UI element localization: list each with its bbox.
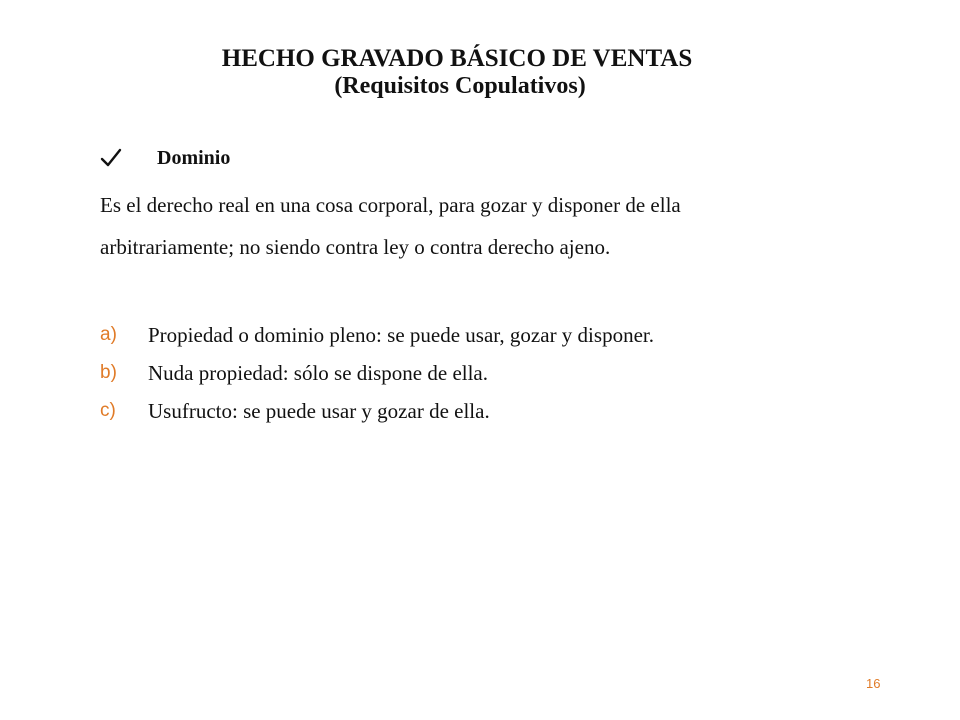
list-item-text: Propiedad o dominio pleno: se puede usar, gozar y disponer. (148, 322, 654, 347)
definition-line-1: Es el derecho real en una cosa corporal, para gozar y disponer de ella (100, 193, 681, 217)
list-marker: a) (100, 324, 117, 345)
section-heading (100, 143, 230, 173)
types-list (100, 316, 900, 430)
slide-subtitle: (Requisitos Copulativos) (334, 73, 586, 99)
definition-text (100, 184, 900, 268)
checkmark-icon (100, 147, 122, 169)
list-marker: c) (100, 400, 116, 421)
list-item (100, 392, 900, 430)
page-number: 16 (866, 676, 881, 691)
slide-title: HECHO GRAVADO BÁSICO DE VENTAS (221, 45, 693, 72)
section-label: Dominio (157, 146, 231, 169)
list-item (100, 354, 900, 392)
list-item (100, 316, 900, 354)
list-item-text: Nuda propiedad: sólo se dispone de ella. (148, 360, 488, 385)
list-marker: b) (100, 362, 117, 383)
definition-line-2: arbitrariamente; no siendo contra ley o contra derecho ajeno. (100, 235, 611, 259)
list-item-text: Usufructo: se puede usar y gozar de ella. (148, 398, 490, 423)
